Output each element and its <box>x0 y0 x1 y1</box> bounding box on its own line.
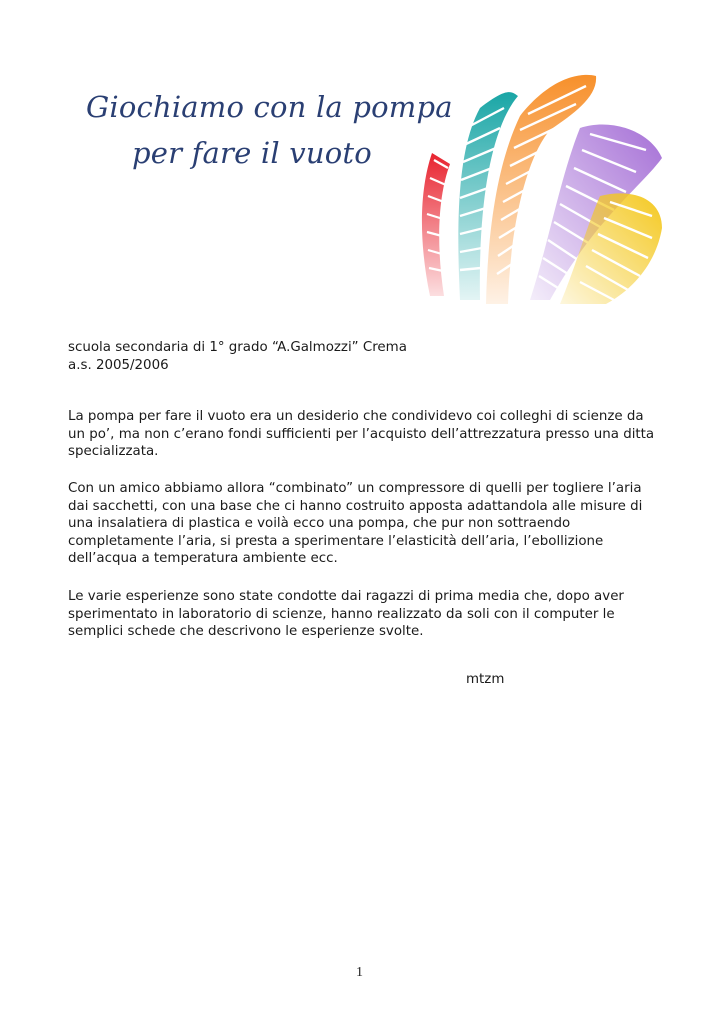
school-info <box>68 339 658 374</box>
paragraph-1 <box>68 408 658 461</box>
document-title-line-2: per fare il vuoto <box>132 136 372 170</box>
school-name: scuola secondaria di 1° grado “A.Galmozzi” Crema <box>68 340 407 355</box>
decorative-fan-logo <box>400 68 680 308</box>
paragraph-text: La pompa per fare il vuoto era un desiderio che condividevo coi colleghi di scienze da un po’, ma non c’erano fondi sufficienti per l’acquisto dell’attrezzatura presso una ditta specializzata. <box>68 409 655 460</box>
page-number: 1 <box>356 965 363 980</box>
school-year: a.s. 2005/2006 <box>68 357 169 373</box>
fan-red-segment <box>422 153 450 296</box>
document-title-line-1: Giochiamo con la pompa <box>86 90 453 124</box>
paragraph-text: Con un amico abbiamo allora “combinato” un compressore di quelli per togliere l’aria dai sacchetti, con una base che ci hanno costruito apposta adattandola alle misure di una insalatiera di plastica e voilà ecco una pompa, che pur non sottraendo completamente l’aria, si presta a sperimentare l’elasticità dell’aria, l’ebollizione dell’acqua a temperatura ambiente ecc. <box>68 481 643 567</box>
paragraph-2 <box>68 480 658 568</box>
paragraph-3 <box>68 588 658 641</box>
paragraph-text: Le varie esperienze sono state condotte dai ragazzi di prima media che, dopo aver sperimentato in laboratorio di scienze, hanno realizzato da soli con il computer le semplici schede che descrivono le esperienze svolte. <box>68 589 624 640</box>
author-signature: mtzm <box>466 672 505 687</box>
